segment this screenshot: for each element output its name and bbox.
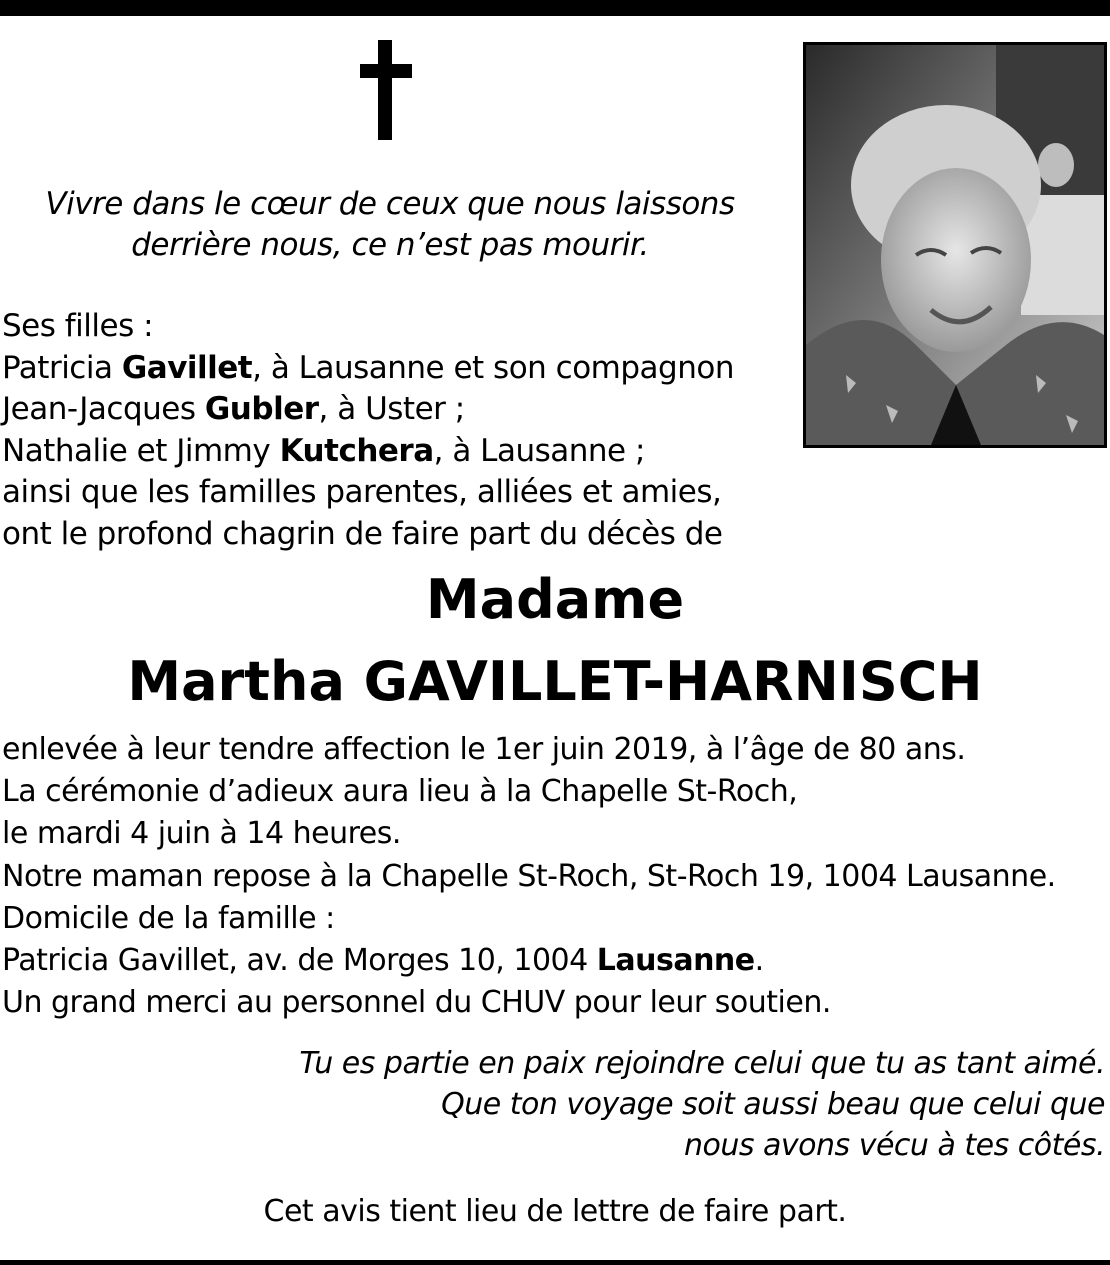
- family-line: ainsi que les familles parentes, alliées et amies,: [2, 474, 722, 510]
- surname-bold: Gavillet: [121, 349, 253, 386]
- details-line: [2, 940, 1102, 982]
- text: .: [754, 943, 764, 979]
- bottom-rule: [0, 1260, 1110, 1265]
- surname-bold: Gubler: [204, 391, 319, 427]
- text: , à Uster ;: [318, 391, 465, 427]
- opening-quote: [40, 184, 740, 266]
- closing-line: nous avons vécu à tes côtés.: [683, 1128, 1105, 1163]
- portrait-photo: [803, 42, 1107, 448]
- family-line: [2, 389, 782, 431]
- family-line: [2, 431, 782, 473]
- text: Nathalie et Jimmy: [2, 432, 280, 469]
- details-line: Notre maman repose à la Chapelle St-Roch, St-Roch 19, 1004 Lausanne.: [2, 858, 1056, 894]
- details-line: Un grand merci au personnel du CHUV pour leur soutien.: [2, 985, 831, 1021]
- family-intro: Ses filles :: [2, 308, 154, 344]
- text: Patricia Gavillet, av. de Morges 10, 1004: [2, 943, 597, 979]
- funeral-details: [2, 729, 1102, 1024]
- footer-note: Cet avis tient lieu de lettre de faire part.: [263, 1194, 847, 1229]
- details-line: enlevée à leur tendre affection le 1er juin 2019, à l’âge de 80 ans.: [2, 732, 966, 767]
- family-announcement: [2, 306, 782, 555]
- closing-line: Tu es partie en paix rejoindre celui que tu as tant aimé.: [299, 1046, 1105, 1081]
- details-line: le mardi 4 juin à 14 heures.: [2, 816, 401, 852]
- text: Patricia: [2, 349, 122, 386]
- text: Jean-Jacques: [2, 391, 205, 427]
- deceased-name: Martha GAVILLET-HARNISCH: [127, 650, 983, 713]
- family-line: [2, 348, 782, 390]
- closing-quote: [180, 1043, 1105, 1166]
- quote-line: derrière nous, ce n’est pas mourir.: [131, 227, 649, 263]
- quote-line: Vivre dans le cœur de ceux que nous laissons: [45, 186, 735, 222]
- text: , à Lausanne et son compagnon: [252, 349, 734, 386]
- details-line: Domicile de la famille :: [2, 900, 335, 936]
- surname-bold: Kutchera: [279, 432, 434, 469]
- text: , à Lausanne ;: [433, 432, 645, 469]
- closing-line: Que ton voyage soit aussi beau que celui que: [441, 1087, 1105, 1122]
- latin-cross-icon: [360, 40, 412, 140]
- top-rule: [0, 0, 1110, 16]
- city-bold: Lausanne: [596, 943, 755, 979]
- deceased-title: Madame: [425, 568, 685, 631]
- details-line: La cérémonie d’adieux aura lieu à la Chapelle St-Roch,: [2, 774, 798, 810]
- family-line: ont le profond chagrin de faire part du décès de: [2, 515, 723, 552]
